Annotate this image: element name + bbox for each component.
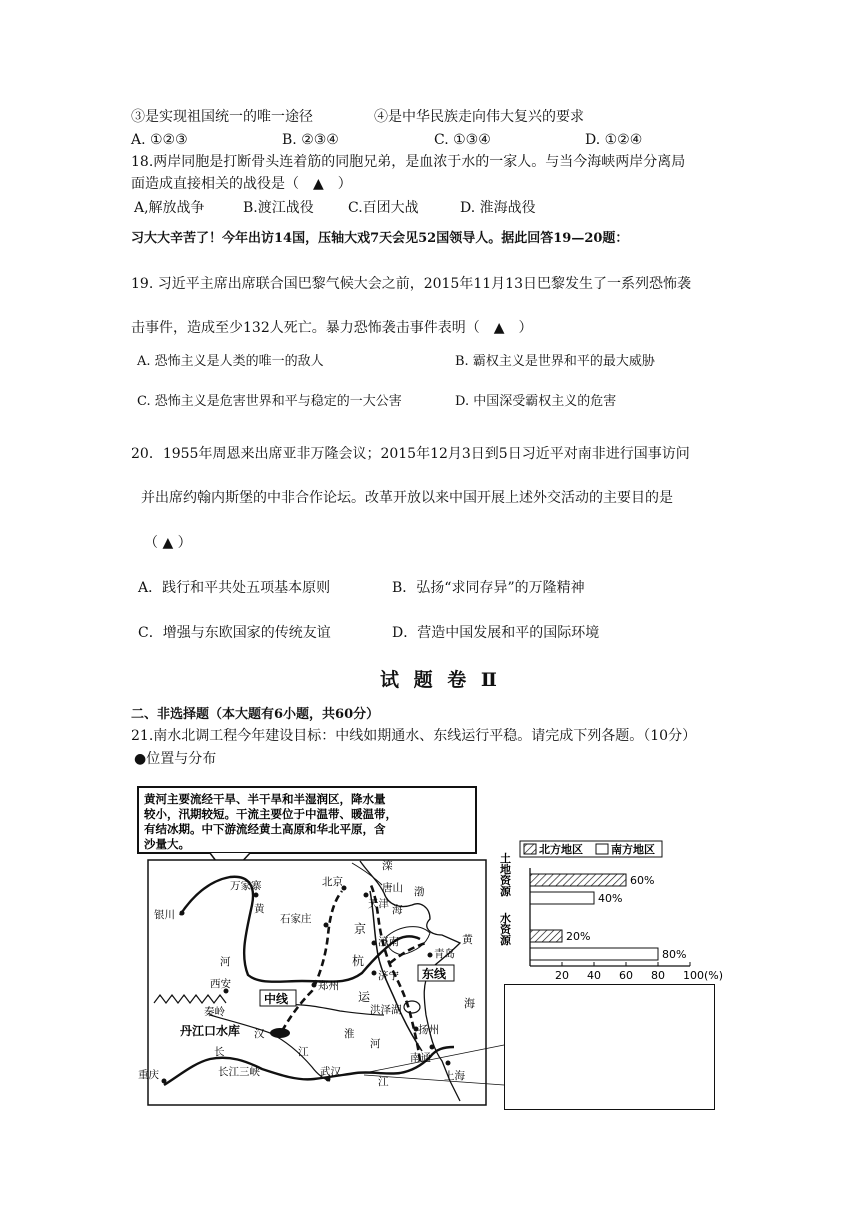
danjiangkou-reservoir [270,1028,290,1038]
label-jiang-yangtze: 江 [378,1076,389,1088]
label-he: 河 [220,956,231,968]
resource-bar-chart [490,838,724,982]
q19-choice-c: C. 恐怖主义是危害世界和平与稳定的一大公害 [137,394,402,409]
q21-subheading: ●位置与分布 [134,751,217,767]
q18-choice-c: C.百团大战 [348,200,419,216]
label-tianjin: 天津 [368,898,389,910]
answer-box[interactable] [504,984,715,1110]
east-route-label: 东线 [422,967,447,981]
label-changjiangsanxia: 长江三峡 [218,1066,260,1078]
section-title: 试 题 卷 Ⅱ [380,669,501,691]
q17-statement-3: ③是实现祖国统一的唯一途径 [131,109,313,125]
x-tick-label-2: 40 [587,969,601,982]
label-hai: 海 [392,904,403,916]
legend-swatch-1 [524,844,536,854]
x-tick-label-4: 80 [651,969,665,982]
intro-19-20: 习大大辛苦了！今年出访14国，压轴大戏7天会见52国领导人。据此回答19—20题： [131,231,629,246]
label-jing: 京 [354,922,367,936]
x-tick-label-3: 60 [619,969,633,982]
bar-label-2-2: 80% [662,948,687,961]
label-danjiangkou: 丹江口水库 [180,1024,241,1038]
bar-2-2 [530,948,658,960]
legend-label-1: 北方地区 [539,843,583,856]
jining-dot [372,971,377,976]
category-labels [500,851,512,947]
nantong-dot [430,1045,435,1050]
q20-choice-c: C．增强与东欧国家的传统友谊 [138,625,331,641]
label-sea-east: 海 [464,997,475,1010]
label-jiang-han: 江 [298,1046,309,1058]
label-hongzehu: 洪泽湖 [370,1004,402,1016]
label-han: 汉 [254,1028,265,1040]
label-chang: 长 [214,1046,225,1058]
category-label-2: 水资源 [500,912,511,947]
x-tick-label-1: 20 [555,969,569,982]
chart-legend [520,841,662,857]
q20-choice-d: D．营造中国发展和平的国际环境 [392,625,600,641]
q18-choice-b: B.渡江战役 [243,200,314,216]
x-tick-label-5: 100(%) [683,969,724,982]
label-shijiazhuang: 石家庄 [280,913,312,925]
label-chongqing: 重庆 [138,1069,159,1081]
label-jinan: 济南 [378,936,399,948]
q18-choice-d: D. 淮海战役 [460,200,536,216]
label-luan: 滦 [382,860,393,872]
label-hang: 杭 [352,954,365,968]
legend-label-2: 南方地区 [611,843,655,856]
label-yun: 运 [358,990,371,1004]
label-huanghai: 黄 [462,933,473,946]
shijiazhuang-dot [324,923,329,928]
label-qingdao: 青岛 [434,948,455,960]
label-jining: 济宁 [378,970,399,982]
q21-prompt: 21.南水北调工程今年建设目标：中线如期通水、东线运行平稳。请完成下列各题。（10分） [131,728,697,744]
label-yinchuan: 银川 [154,909,175,921]
label-wanjiazhai: 万家寨 [230,880,262,892]
jinan-dot [372,941,377,946]
yinchuan-dot [180,911,185,916]
q17-choice-b: B. ②③④ [282,132,339,148]
label-zhengzhou: 郑州 [318,980,339,992]
bar-label-1-1: 60% [630,874,655,887]
bar-label-1-2: 40% [598,892,623,905]
label-bo: 渤 [414,886,425,898]
label-qinling: 秦岭 [204,1006,225,1018]
q19-choice-d: D. 中国深受霸权主义的危害 [455,394,617,409]
q18-line-2: 面造成直接相关的战役是（ ▲ ） [131,176,352,192]
q18-choice-a: A,解放战争 [134,200,205,216]
callout-line-3: 有结冰期。中下游流经黄土高原和华北平原，含 [144,822,386,836]
wanjiazhai-dot [254,893,259,898]
label-shanghai: 上海 [444,1070,465,1082]
qingdao-dot [428,953,433,958]
q20-line-2: 并出席约翰内斯堡的中非合作论坛。改革开放以来中国开展上述外交活动的主要目的是 [141,490,673,506]
bar-label-2-1: 20% [566,930,591,943]
q20-choice-b: B．弘扬“求同存异”的万隆精神 [392,580,585,596]
label-he-2: 河 [370,1038,381,1050]
label-yangzhou: 扬州 [418,1024,439,1036]
callout-line-4: 沙量大。 [144,837,190,851]
q17-statement-4: ④是中华民族走向伟大复兴的要求 [374,109,584,125]
label-beijing: 北京 [322,876,343,888]
q19-choice-a: A. 恐怖主义是人类的唯一的敌人 [137,354,324,369]
section-header: 二、非选择题（本大题有6小题，共60分） [131,707,380,722]
bar-1-2 [530,892,594,904]
q20-line-3: （ ▲ ） [144,535,192,551]
chongqing-dot [162,1079,167,1084]
label-tangshan: 唐山 [382,882,403,894]
q18-line-1: 18.两岸同胞是打断骨头连着筋的同胞兄弟，是血浓于水的一家人。与当今海峡两岸分离局 [131,154,686,170]
tianjin-dot [364,893,369,898]
shanghai-dot [446,1061,451,1066]
south-north-water-map [130,785,500,1115]
label-xian: 西安 [210,978,231,990]
category-label-1: 土地资源 [500,852,511,898]
q17-choice-c: C. ①③④ [434,132,491,148]
q19-line-1: 19. 习近平主席出席联合国巴黎气候大会之前，2015年11月13日巴黎发生了一系列恐怖袭 [131,276,691,292]
callout-line-1: 黄河主要流经干旱、半干旱和半湿润区，降水量 [144,792,386,806]
label-wuhan: 武汉 [320,1066,341,1078]
q17-choice-d: D. ①②④ [585,132,643,148]
callout-line-2: 较小，汛期较短。干流主要位于中温带、暖温带， [144,807,397,821]
zhengzhou-dot [312,983,317,988]
q19-choice-b: B. 霸权主义是世界和平的最大威胁 [455,354,655,369]
label-huai: 淮 [344,1028,355,1040]
bar-1-1 [530,874,626,886]
label-huang: 黄 [254,903,265,915]
label-nantong: 南通 [410,1052,431,1064]
q20-choice-a: A．践行和平共处五项基本原则 [138,580,331,596]
q17-choice-a: A. ①②③ [131,132,188,148]
q19-line-2: 击事件，造成至少132人死亡。暴力恐怖袭击事件表明（ ▲ ） [131,320,533,336]
bars [530,874,686,961]
middle-route-label: 中线 [264,992,289,1006]
q20-line-1: 20．1955年周恩来出席亚非万隆会议；2015年12月3日到5日习近平对南非进行国事访问 [131,446,690,462]
bar-2-1 [530,930,562,942]
legend-swatch-2 [596,844,608,854]
